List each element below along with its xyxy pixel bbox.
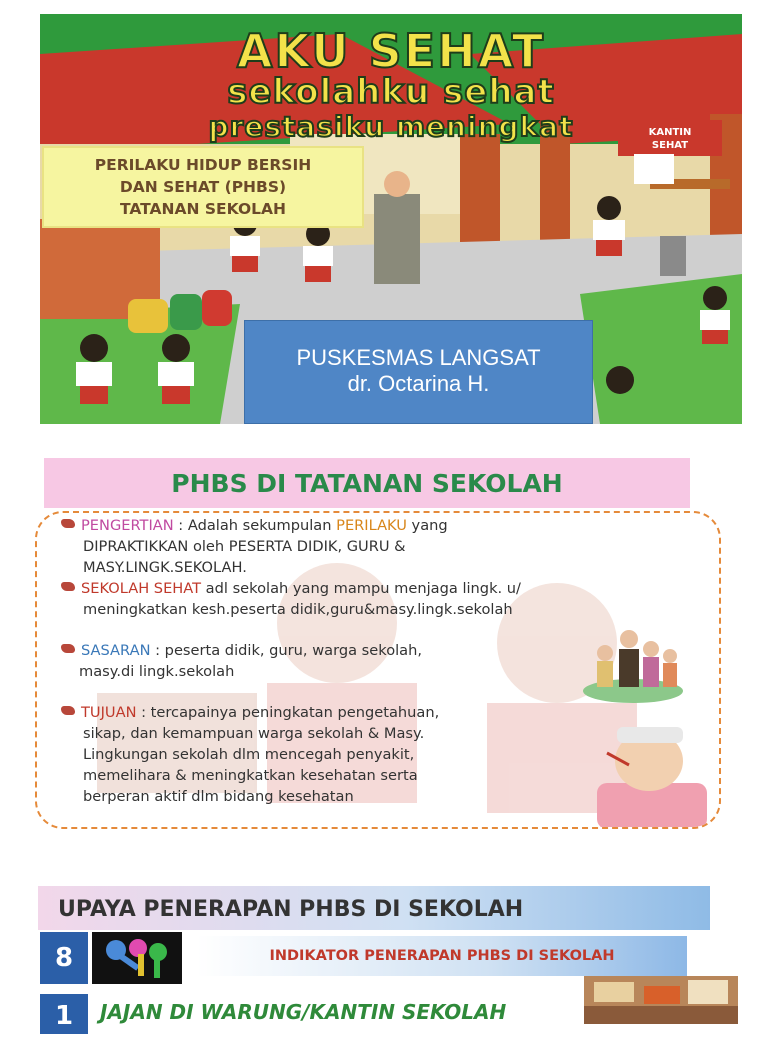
poster-subtitle-sekolahku: sekolahku sehat bbox=[227, 72, 555, 112]
bullet-icon bbox=[61, 519, 75, 528]
slide-aku-sehat bbox=[40, 14, 742, 424]
bullet-icon bbox=[61, 582, 75, 591]
phbs-line-3: TATANAN SEKOLAH bbox=[120, 200, 286, 218]
term-sasaran: SASARAN bbox=[81, 642, 151, 659]
term-sekolah-sehat: SEKOLAH SEHAT bbox=[81, 580, 202, 597]
slide3-title: UPAYA PENERAPAN PHBS DI SEKOLAH bbox=[38, 886, 710, 930]
presenter-name: dr. Octarina H. bbox=[347, 371, 490, 396]
poster-title-aku-sehat: AKU SEHAT bbox=[236, 24, 546, 78]
content-frame bbox=[35, 511, 721, 829]
slide-phbs-tatanan-sekolah bbox=[35, 456, 735, 836]
pengertian-line-3: MASY.LINGK.SEKOLAH. bbox=[83, 559, 247, 576]
bullet-sasaran bbox=[61, 642, 422, 659]
phbs-line-2: DAN SEHAT (PHBS) bbox=[119, 178, 287, 196]
slide2-title: PHBS DI TATANAN SEKOLAH bbox=[44, 458, 690, 508]
presenter-box bbox=[244, 320, 593, 424]
indicator-label-box: INDIKATOR PENERAPAN PHBS DI SEKOLAH bbox=[197, 936, 687, 976]
tujuan-line-5: berperan aktif dlm bidang kesehatan bbox=[83, 788, 354, 805]
sasaran-line-2: masy.di lingk.sekolah bbox=[79, 663, 235, 680]
kantin-photo bbox=[584, 976, 738, 1024]
pengertian-line-2: DIPRAKTIKKAN oleh PESERTA DIDIK, GURU & bbox=[83, 538, 406, 555]
bullet-icon bbox=[61, 706, 75, 715]
term-tujuan: TUJUAN bbox=[81, 704, 137, 721]
presenter-organization: PUSKESMAS LANGSAT bbox=[296, 345, 541, 370]
bullet-icon bbox=[61, 644, 75, 653]
pengertian-text-b: yang bbox=[406, 517, 448, 534]
keys-icon bbox=[92, 932, 182, 984]
sekolah-sehat-line-2: meningkatkan kesh.peserta didik,guru&masy.lingk.sekolah bbox=[83, 601, 513, 618]
item-number-badge: 1 bbox=[40, 994, 88, 1034]
tujuan-text: : tercapainya peningkatan pengetahuan, bbox=[136, 704, 440, 721]
phbs-label-box bbox=[42, 146, 364, 228]
term-pengertian: PENGERTIAN bbox=[81, 517, 174, 534]
item-jajan-kantin: JAJAN DI WARUNG/KANTIN SEKOLAH bbox=[100, 1000, 507, 1024]
slide-upaya-penerapan bbox=[38, 886, 738, 1031]
phbs-line-1: PERILAKU HIDUP BERSIH bbox=[94, 156, 312, 174]
poster-subtitle-prestasiku: prestasiku meningkat bbox=[208, 110, 574, 143]
bullet-pengertian bbox=[61, 517, 448, 534]
kantin-sign-text: KANTIN bbox=[648, 127, 692, 138]
sasaran-text: : peserta didik, guru, warga sekolah, bbox=[150, 642, 423, 659]
indicator-count-badge: 8 bbox=[40, 932, 88, 984]
tujuan-line-3: Lingkungan sekolah dlm mencegah penyakit, bbox=[83, 746, 415, 763]
bullet-sekolah-sehat bbox=[61, 580, 521, 597]
pengertian-text-a: : Adalah sekumpulan bbox=[173, 517, 337, 534]
tujuan-line-2: sikap, dan kemampuan warga sekolah & Masy. bbox=[83, 725, 425, 742]
tujuan-line-4: memelihara & meningkatkan kesehatan serta bbox=[83, 767, 418, 784]
svg-text:SEHAT: SEHAT bbox=[651, 140, 689, 151]
bullet-tujuan bbox=[61, 704, 439, 721]
sekolah-sehat-text: adl sekolah yang mampu menjaga lingk. u/ bbox=[201, 580, 521, 597]
keyword-perilaku: PERILAKU bbox=[336, 517, 407, 534]
